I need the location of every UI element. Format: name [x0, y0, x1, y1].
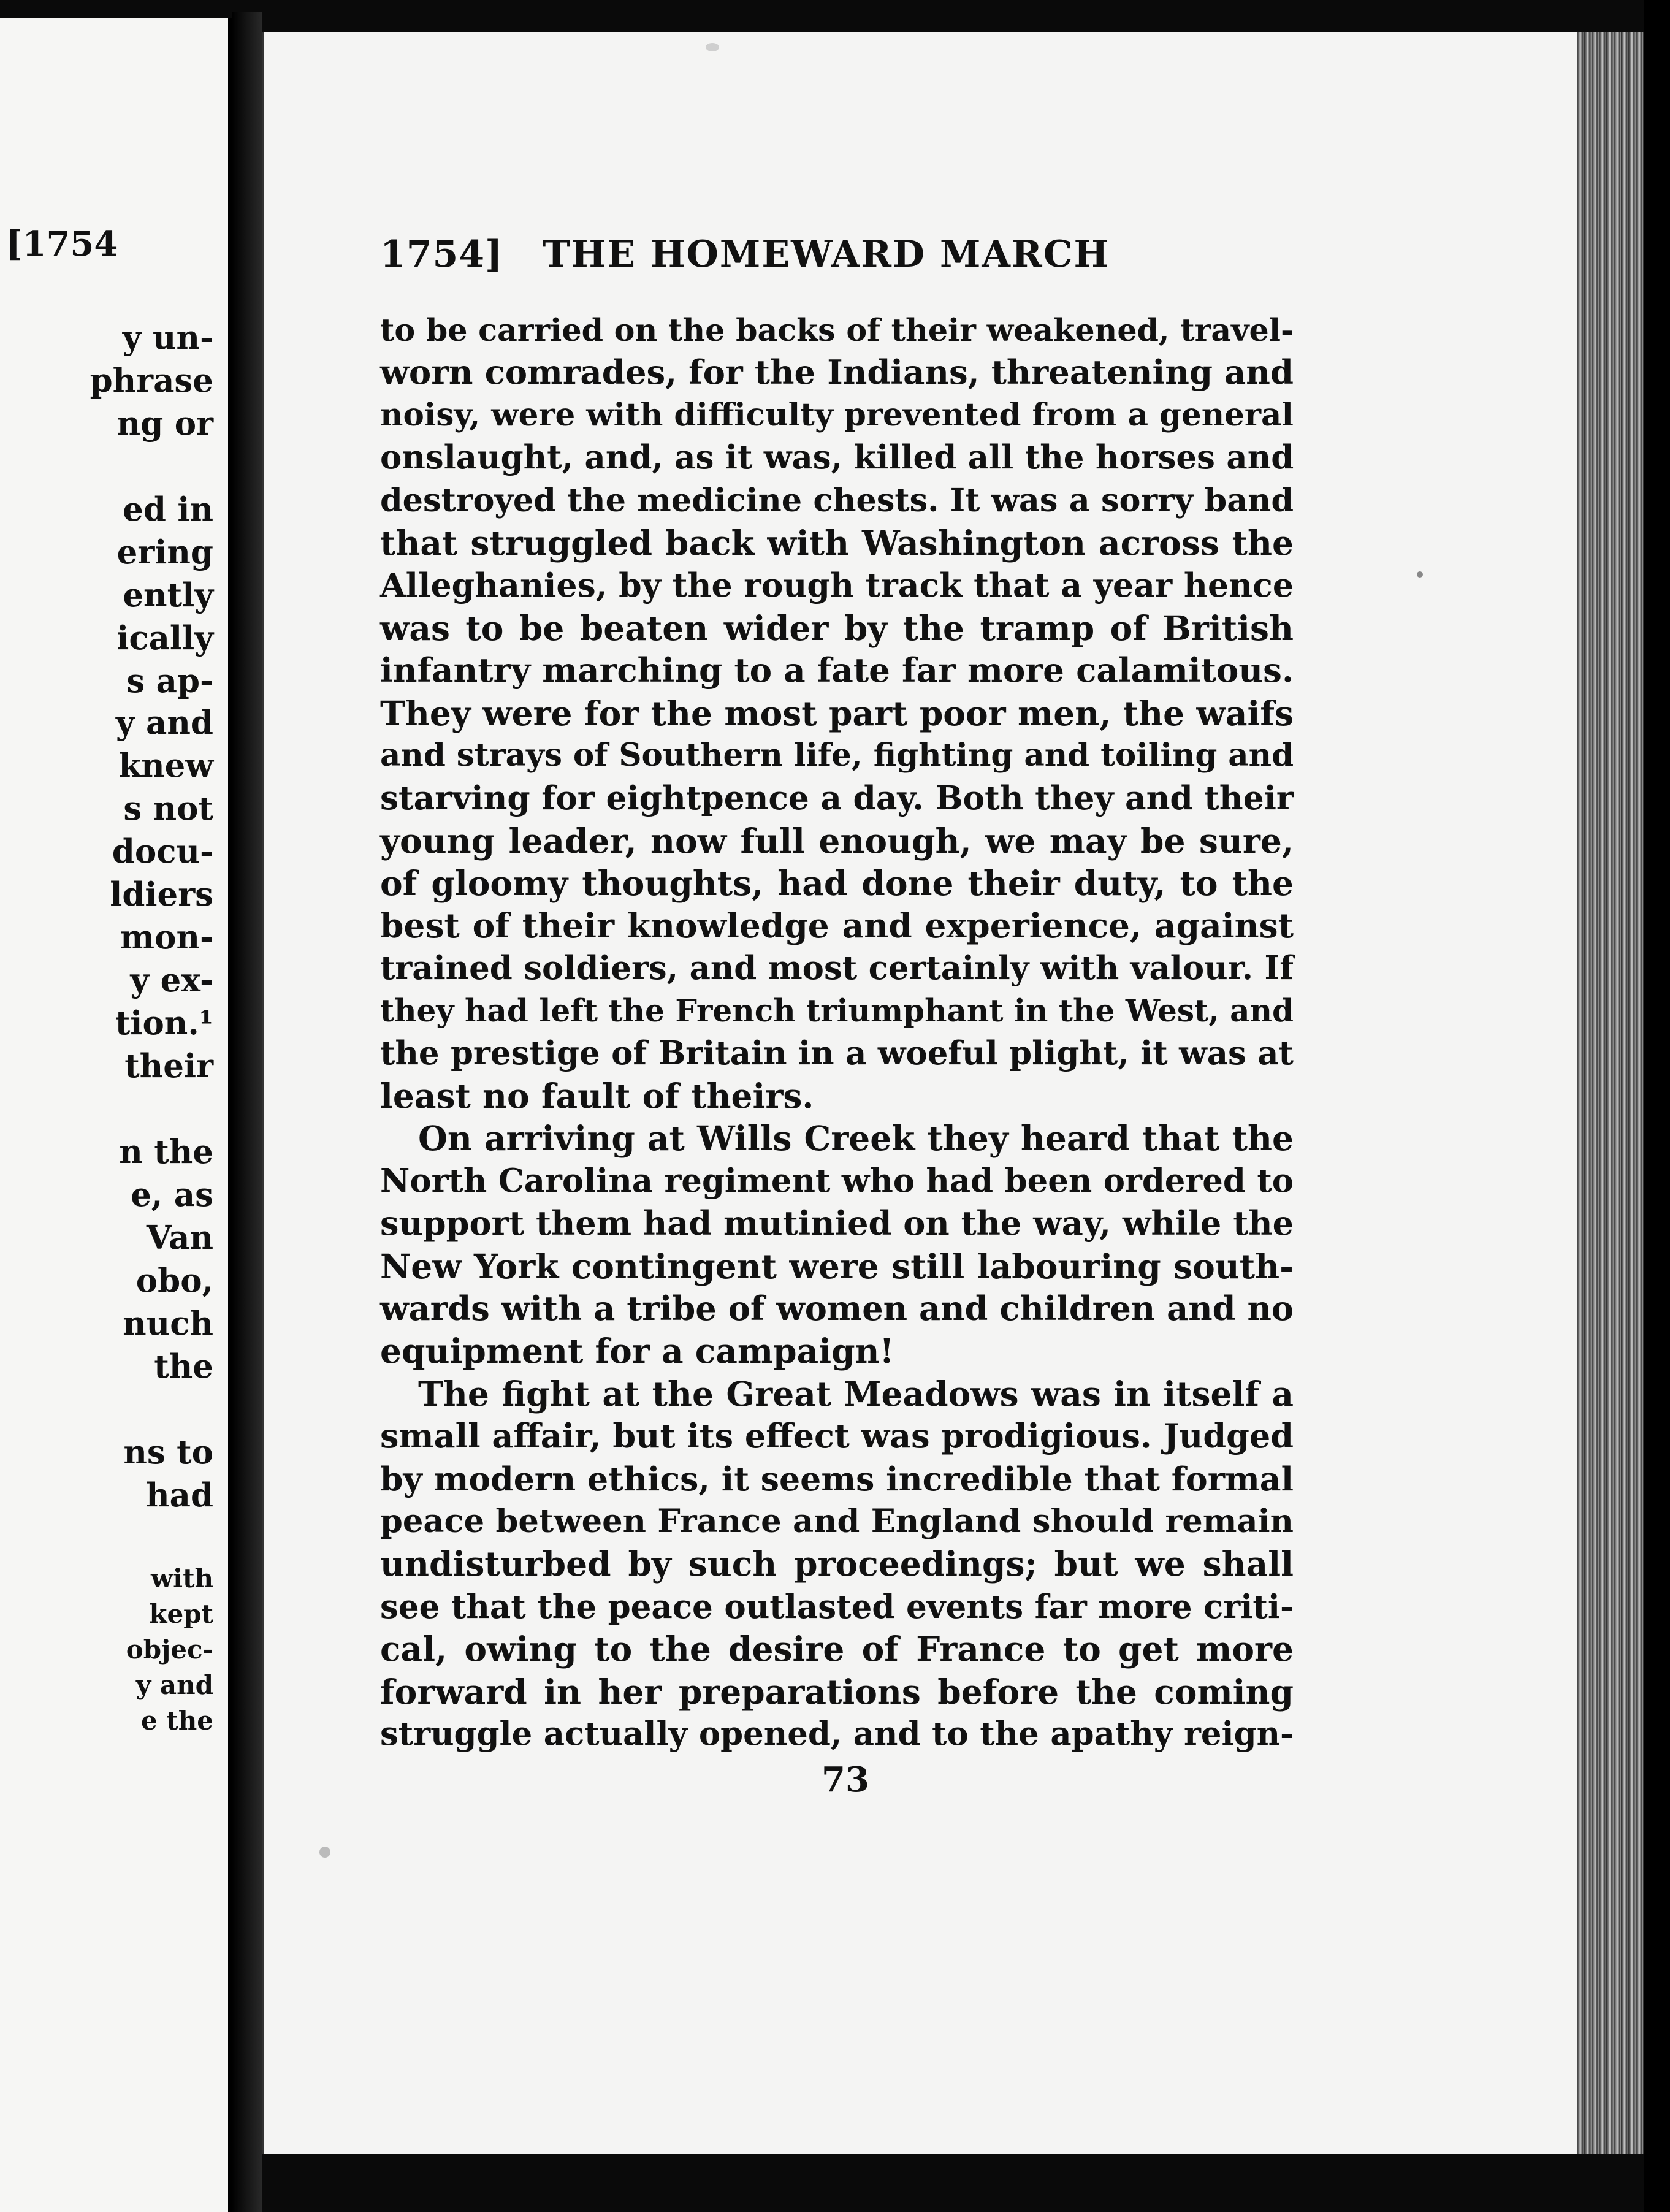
left-page-line: their: [124, 1047, 213, 1085]
left-page-line: y and: [115, 704, 213, 742]
body-line: best of their knowledge and experience, against: [380, 906, 1294, 946]
body-line: starving for eightpence a day. Both they and their: [380, 779, 1294, 818]
running-head: [380, 233, 1110, 276]
left-page-line: tion.¹: [115, 1004, 213, 1042]
body-line: equipment for a campaign!: [380, 1331, 894, 1371]
running-head-title: THE HOMEWARD MARCH: [543, 233, 1110, 276]
left-page-line: ering: [116, 533, 213, 571]
left-page-running-head: [1754: [6, 224, 118, 264]
body-line: noisy, were with difficulty prevented from a general: [380, 396, 1294, 433]
left-page-line: obo,: [135, 1262, 213, 1300]
body-line: On arriving at Wills Creek they heard that the: [418, 1118, 1294, 1159]
left-page-line: mon-: [120, 918, 213, 956]
body-line: The fight at the Great Meadows was in itself a: [418, 1373, 1294, 1414]
body-line: small affair, but its effect was prodigious. Judged: [380, 1416, 1294, 1456]
running-head-year: 1754]: [380, 233, 503, 276]
left-page-line: e the: [140, 1706, 213, 1736]
body-line: to be carried on the backs of their weakened, travel-: [380, 311, 1294, 348]
body-line: least no fault of theirs.: [380, 1076, 814, 1116]
page-number: 73: [822, 1760, 869, 1800]
body-line: peace between France and England should remain: [380, 1502, 1294, 1540]
paper-speck: [1417, 571, 1423, 578]
left-page-line: kept: [149, 1599, 213, 1629]
left-facing-page: [0, 18, 232, 2212]
scan-border: [1644, 0, 1670, 2212]
left-page-line: ed in: [123, 490, 213, 528]
body-line: infantry marching to a fate far more calamitous.: [380, 650, 1294, 690]
left-page-line: y ex-: [130, 961, 213, 999]
body-line: worn comrades, for the Indians, threatening and: [380, 353, 1294, 392]
body-line: destroyed the medicine chests. It was a sorry band: [380, 481, 1294, 519]
left-page-line: ically: [116, 619, 213, 657]
left-page-line: with: [150, 1563, 213, 1593]
paper-speck: [319, 1847, 330, 1858]
body-line: young leader, now full enough, we may be sure,: [380, 820, 1294, 861]
left-page-line: e, as: [131, 1176, 213, 1214]
body-line: by modern ethics, it seems incredible that formal: [380, 1459, 1294, 1498]
left-page-line: had: [146, 1476, 213, 1514]
body-line: struggle actually opened, and to the apathy reign-: [380, 1714, 1294, 1753]
body-line: trained soldiers, and most certainly with valour. If: [380, 948, 1294, 987]
body-line: onslaught, and, as it was, killed all the horses and: [380, 438, 1294, 477]
body-line: wards with a tribe of women and children and no: [380, 1288, 1294, 1328]
left-page-line: ldiers: [110, 875, 213, 913]
left-page-line: s ap-: [126, 662, 213, 700]
left-page-line: knew: [118, 747, 213, 785]
left-page-line: phrase: [90, 362, 213, 400]
body-line: they had left the French triumphant in the West, and: [380, 993, 1294, 1029]
body-line: of gloomy thoughts, had done their duty, to the: [380, 863, 1294, 904]
body-line: They were for the most part poor men, the waifs: [380, 693, 1294, 733]
left-page-line: y and: [135, 1670, 213, 1700]
left-page-line: s not: [123, 790, 213, 828]
body-line: Alleghanies, by the rough track that a year hence: [380, 566, 1294, 605]
left-page-line: docu-: [112, 833, 213, 871]
body-line: undisturbed by such proceedings; but we shall: [380, 1544, 1294, 1584]
body-line: New York contingent were still labouring south-: [380, 1246, 1294, 1286]
left-page-line: nuch: [123, 1305, 213, 1343]
left-page-line: objec-: [126, 1634, 213, 1665]
body-line: and strays of Southern life, fighting and toiling and: [380, 736, 1294, 774]
book-gutter: [232, 12, 262, 2212]
left-page-line: y un-: [122, 319, 213, 357]
body-line: the prestige of Britain in a woeful plight, it was at: [380, 1034, 1294, 1072]
body-text: [380, 309, 1294, 1755]
page-stack-edge: [1577, 32, 1644, 2154]
left-page-line: ns to: [123, 1433, 213, 1471]
body-line: was to be beaten wider by the tramp of British: [380, 608, 1294, 648]
body-line: cal, owing to the desire of France to get more: [380, 1629, 1294, 1669]
left-page-line: n the: [119, 1133, 213, 1171]
left-page-line: the: [154, 1348, 213, 1386]
body-line: see that the peace outlasted events far more criti-: [380, 1587, 1294, 1626]
body-line: forward in her preparations before the coming: [380, 1671, 1294, 1712]
left-page-line: ently: [123, 576, 213, 614]
left-page-line: Van: [146, 1219, 213, 1257]
body-line: support them had mutinied on the way, while the: [380, 1203, 1294, 1243]
left-page-line: ng or: [116, 405, 213, 443]
body-line: North Carolina regiment who had been ordered to: [380, 1161, 1294, 1200]
paper-speck: [706, 43, 719, 51]
body-line: that struggled back with Washington across the: [380, 522, 1294, 563]
